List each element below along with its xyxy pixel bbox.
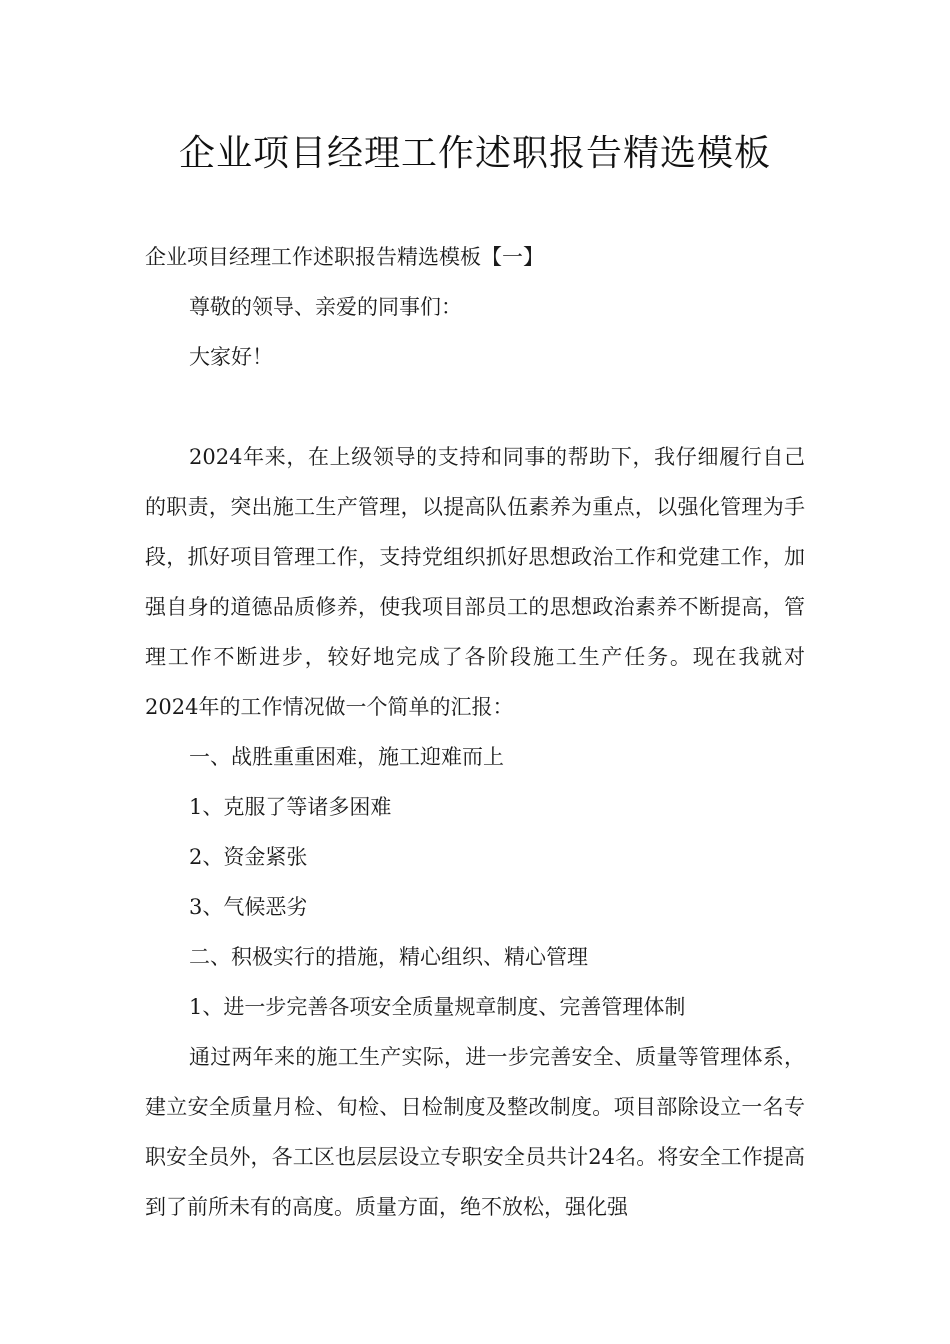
intro-paragraph: 2024年来，在上级领导的支持和同事的帮助下，我仔细履行自己的职责，突出施工生产管理，以提高队伍素养为重点，以强化管理为手段，抓好项目管理工作，支持党组织抓好思想政治工作和党建工作，加强自身的道德品质修养，使我项目部员工的思想政治素养不断提高，管理工作不断进步，较好地完成了各阶段施工生产任务。现在我就对2024年的工作情况做一个简单的汇报： — [145, 445, 805, 719]
heading-one: 一、战胜重重困难，施工迎难而上 — [189, 745, 504, 769]
list-item: 1、克服了等诸多困难 — [189, 795, 392, 819]
salutation: 尊敬的领导、亲爱的同事们： — [189, 295, 462, 319]
list-item: 3、气候恶劣 — [189, 895, 308, 919]
body-paragraph: 通过两年来的施工生产实际，进一步完善安全、质量等管理体系，建立安全质量月检、旬检、日检制度及整改制度。项目部除设立一名专职安全员外，各工区也层层设立专职安全员共计24名。将安全工作提高到了前所未有的高度。质量方面，绝不放松，强化强 — [145, 1045, 805, 1219]
list-item: 2、资金紧张 — [189, 845, 308, 869]
document-body — [145, 232, 805, 1232]
heading-two: 二、积极实行的措施，精心组织、精心管理 — [189, 945, 588, 969]
section-heading: 企业项目经理工作述职报告精选模板【一】 — [145, 245, 544, 269]
blank-line — [145, 382, 805, 432]
list-item: 1、进一步完善各项安全质量规章制度、完善管理体制 — [189, 995, 686, 1019]
greeting: 大家好！ — [189, 345, 273, 369]
document-title: 企业项目经理工作述职报告精选模板 — [178, 133, 771, 174]
